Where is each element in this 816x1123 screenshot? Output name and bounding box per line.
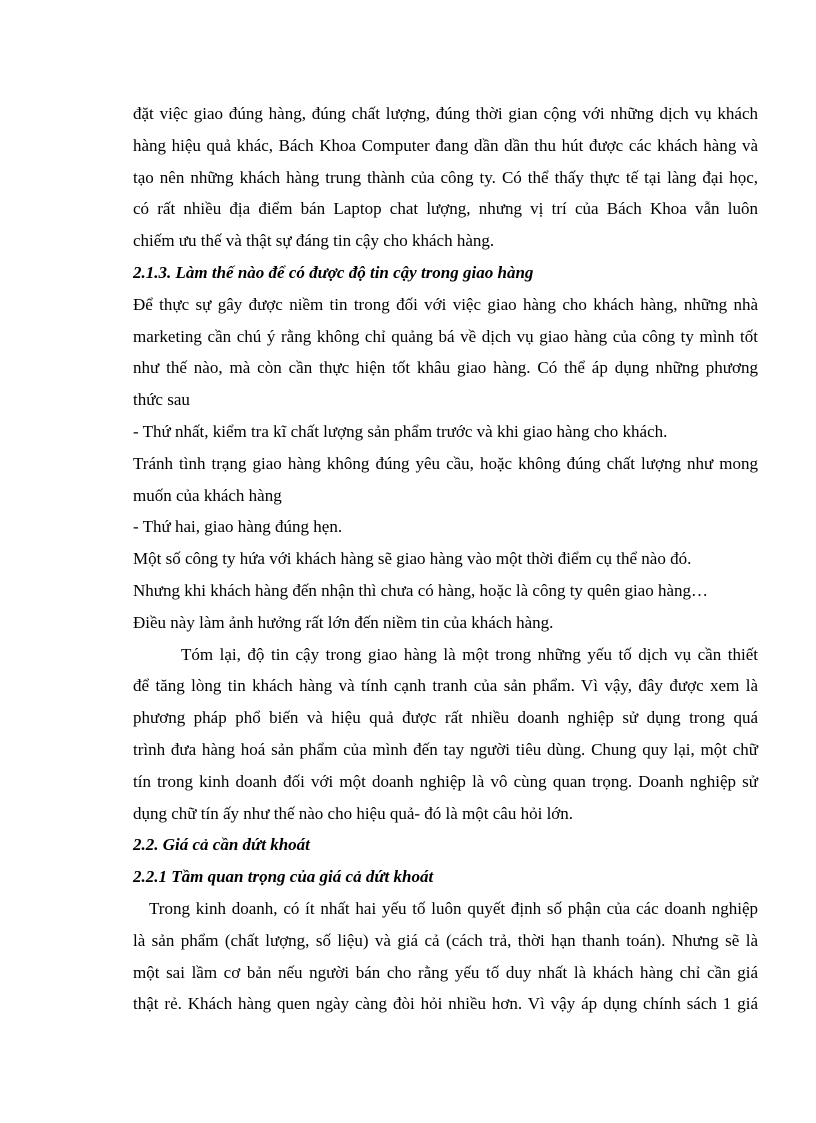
list-item: - Thứ nhất, kiểm tra kĩ chất lượng sản phẩm trước và khi giao hàng cho khách. [133, 421, 668, 441]
body-line: Nhưng khi khách hàng đến nhận thì chưa có hàng, hoặc là công ty quên giao hàng… [133, 580, 709, 600]
section-heading: 2.2. Giá cả cần dứt khoát [133, 835, 310, 855]
body-line: muốn của khách hàng [133, 485, 282, 505]
body-line: Điều này làm ảnh hưởng rất lớn đến niềm tin của khách hàng. [133, 612, 554, 632]
body-line: đặt việc giao đúng hàng, đúng chất lượng, đúng thời gian cộng với những dịch vụ khách [133, 104, 758, 123]
body-line: chiếm ưu thế và thật sự đáng tin cậy cho khách hàng. [133, 231, 495, 251]
body-line: marketing cần chú ý rằng không chỉ quảng bá về dịch vụ giao hàng của công ty mình tốt [133, 326, 758, 346]
body-line: như thế nào, mà còn cần thực hiện tốt khâu giao hàng. Có thể áp dụng những phương [133, 358, 758, 378]
body-line: là sản phẩm (chất lượng, số liệu) và giá cả (cách trả, thời hạn thanh toán). Nhưng sẽ là [133, 930, 758, 950]
body-line: Trong kinh doanh, có ít nhất hai yếu tố luôn quyết định số phận của các doanh nghiệp [149, 898, 758, 918]
subsection-heading: 2.2.1 Tầm quan trọng của giá cả dứt khoát [133, 867, 434, 887]
body-line: phương pháp phổ biến và hiệu quả được rất nhiều doanh nghiệp sử dụng trong quá [133, 708, 758, 728]
body-line: dụng chữ tín ấy như thế nào cho hiệu quả- đó là một câu hỏi lớn. [133, 803, 574, 823]
body-line: Tránh tình trạng giao hàng không đúng yêu cầu, hoặc không đúng chất lượng như mong [133, 453, 758, 473]
body-line: Để thực sự gây được niềm tin trong đối với việc giao hàng cho khách hàng, những nhà [133, 294, 758, 314]
body-line: Một số công ty hứa với khách hàng sẽ giao hàng vào một thời điểm cụ thể nào đó. [133, 549, 692, 569]
body-line: Tóm lại, độ tin cậy trong giao hàng là một trong những yếu tố dịch vụ cần thiết [181, 644, 758, 664]
list-item: - Thứ hai, giao hàng đúng hẹn. [133, 517, 343, 537]
body-line: một sai lầm cơ bản nếu người bán cho rằng yếu tố duy nhất là khách hàng chỉ cần giá [133, 962, 758, 982]
body-line: có rất nhiều địa điểm bán Laptop chat lượng, nhưng vị trí của Bách Khoa vẫn luôn [133, 199, 758, 219]
body-line: hàng hiệu quả khác, Bách Khoa Computer đang dần dần thu hút được các khách hàng và [133, 135, 758, 155]
body-line: thức sau [133, 390, 190, 410]
body-line: thật rẻ. Khách hàng quen ngày càng đòi hỏi nhiều hơn. Vì vậy áp dụng chính sách 1 giá [133, 994, 758, 1014]
document-body [133, 98, 758, 1020]
body-line: tạo nên những khách hàng trung thành của công ty. Có thể thấy thực tế tại làng đại học, [133, 167, 758, 187]
section-heading: 2.1.3. Làm thế nào để có được độ tin cậy trong giao hàng [133, 262, 534, 282]
body-line: để tăng lòng tin khách hàng và tính cạnh tranh của sản phẩm. Vì vậy, đây được xem là [133, 676, 758, 696]
body-line: tín trong kinh doanh đối với một doanh nghiệp là vô cùng quan trọng. Doanh nghiệp sử [133, 771, 758, 791]
body-line: trình đưa hàng hoá sản phẩm của mình đến tay người tiêu dùng. Chung quy lại, một chữ [133, 739, 758, 759]
